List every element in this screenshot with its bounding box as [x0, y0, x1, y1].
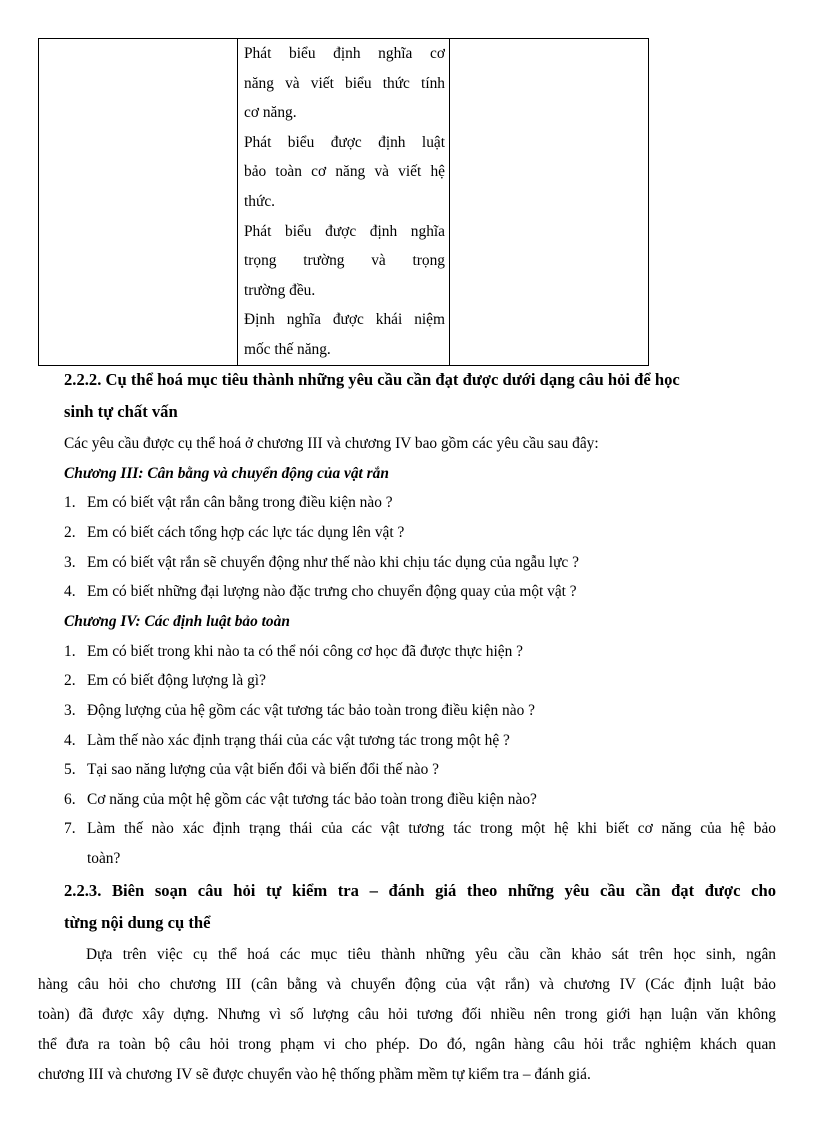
cell-text-line: Phát biểu được định luật: [244, 133, 445, 151]
list-item-continuation: toàn?: [87, 850, 121, 867]
table-cell-middle: [238, 39, 450, 365]
chapter-4-title: Chương IV: Các định luật bảo toàn: [64, 613, 290, 630]
paragraph-line: chương III và chương IV sẽ được chuyển vào hệ thống phầm mềm tự kiểm tra – đánh giá.: [38, 1066, 591, 1083]
cell-text-line: Phát biểu được định nghĩa: [244, 222, 445, 240]
list-text: Làm thế nào xác định trạng thái của các vật tương tác trong một hệ khi biết cơ năng của hệ bảo: [87, 820, 776, 837]
chapter-3-title: Chương III: Cân bằng và chuyển động của vật rắn: [64, 465, 389, 482]
list-text: Em có biết vật rắn cân bằng trong điều kiện nào ?: [87, 494, 393, 511]
list-item: [64, 820, 776, 838]
cell-text-line: trường đều.: [244, 281, 316, 299]
list-text: Em có biết vật rắn sẽ chuyển động như thế nào khi chịu tác dụng của ngẫu lực ?: [87, 554, 579, 571]
paragraph-line: thể đưa ra toàn bộ câu hỏi trong phạm vi cho phép. Do đó, ngân hàng câu hỏi trắc nghiệm khách quan: [38, 1036, 776, 1053]
section-heading-222: 2.2.2. Cụ thể hoá mục tiêu thành những yêu cầu cần đạt được dưới dạng câu hỏi để học: [64, 370, 680, 389]
paragraph-line: toàn) đã được xây dựng. Nhưng vì số lượng câu hỏi tương đối nhiều nên trong giới hạn luận văn không: [38, 1006, 776, 1023]
cell-text-line: năng và viết biểu thức tính: [244, 74, 445, 92]
objectives-table-fragment: [38, 38, 649, 366]
cell-text-line: Phát biểu định nghĩa cơ: [244, 45, 445, 62]
list-item: [64, 791, 537, 809]
list-item: [64, 702, 535, 720]
list-number: 2.: [64, 672, 76, 689]
list-item: [64, 583, 577, 601]
list-item: [64, 761, 439, 779]
list-item: [64, 672, 266, 690]
list-item: [64, 494, 393, 512]
table-cell-right: [450, 39, 648, 365]
list-item: [64, 732, 510, 750]
list-number: 3.: [64, 554, 76, 571]
cell-text-line: cơ năng.: [244, 104, 297, 122]
list-text: Em có biết động lượng là gì?: [87, 672, 266, 689]
list-item: [64, 554, 579, 572]
list-item: [64, 524, 404, 542]
section-heading-223: 2.2.3. Biên soạn câu hỏi tự kiểm tra – đánh giá theo những yêu cầu cần đạt được cho: [64, 881, 776, 900]
list-number: 3.: [64, 702, 76, 719]
table-cell-left: [39, 39, 238, 365]
cell-text-line: mốc thế năng.: [244, 340, 331, 358]
cell-text-line: bảo toàn cơ năng và viết hệ: [244, 163, 445, 181]
list-number: 1.: [64, 643, 76, 660]
list-text: Em có biết những đại lượng nào đặc trưng cho chuyển động quay của một vật ?: [87, 583, 577, 600]
list-number: 4.: [64, 732, 76, 749]
cell-text-line: thức.: [244, 192, 275, 210]
cell-text-line: Định nghĩa được khái niệm: [244, 311, 445, 329]
list-number: 5.: [64, 761, 76, 778]
section-heading-222-cont: sinh tự chất vấn: [64, 402, 178, 421]
cell-text-line: trọng trường và trọng: [244, 252, 445, 270]
list-text: Em có biết cách tổng hợp các lực tác dụng lên vật ?: [87, 524, 405, 541]
list-number: 2.: [64, 524, 76, 541]
list-number: 4.: [64, 583, 76, 600]
list-text: Làm thế nào xác định trạng thái của các vật tương tác trong một hệ ?: [87, 732, 510, 749]
list-text: Động lượng của hệ gồm các vật tương tác bảo toàn trong điều kiện nào ?: [87, 702, 535, 719]
section-heading-223-cont: từng nội dung cụ thể: [64, 913, 211, 932]
paragraph-line: Dựa trên việc cụ thể hoá các mục tiêu thành những yêu cầu cần khảo sát trên học sinh, ngân: [86, 946, 776, 963]
paragraph-line: hàng câu hỏi cho chương III (cân bằng và chuyển động của vật rắn) và chương IV (Các định luật bảo: [38, 976, 776, 993]
list-item: [64, 643, 523, 661]
intro-text: Các yêu cầu được cụ thể hoá ở chương III và chương IV bao gồm các yêu cầu sau đây:: [64, 435, 599, 452]
list-number: 1.: [64, 494, 76, 511]
list-number: 6.: [64, 791, 76, 808]
list-text: Em có biết trong khi nào ta có thể nói công cơ học đã được thực hiện ?: [87, 643, 523, 660]
list-text: Tại sao năng lượng của vật biến đổi và biến đổi thế nào ?: [87, 761, 439, 778]
list-number: 7.: [64, 820, 76, 837]
list-text: Cơ năng của một hệ gồm các vật tương tác bảo toàn trong điều kiện nào?: [87, 791, 537, 808]
